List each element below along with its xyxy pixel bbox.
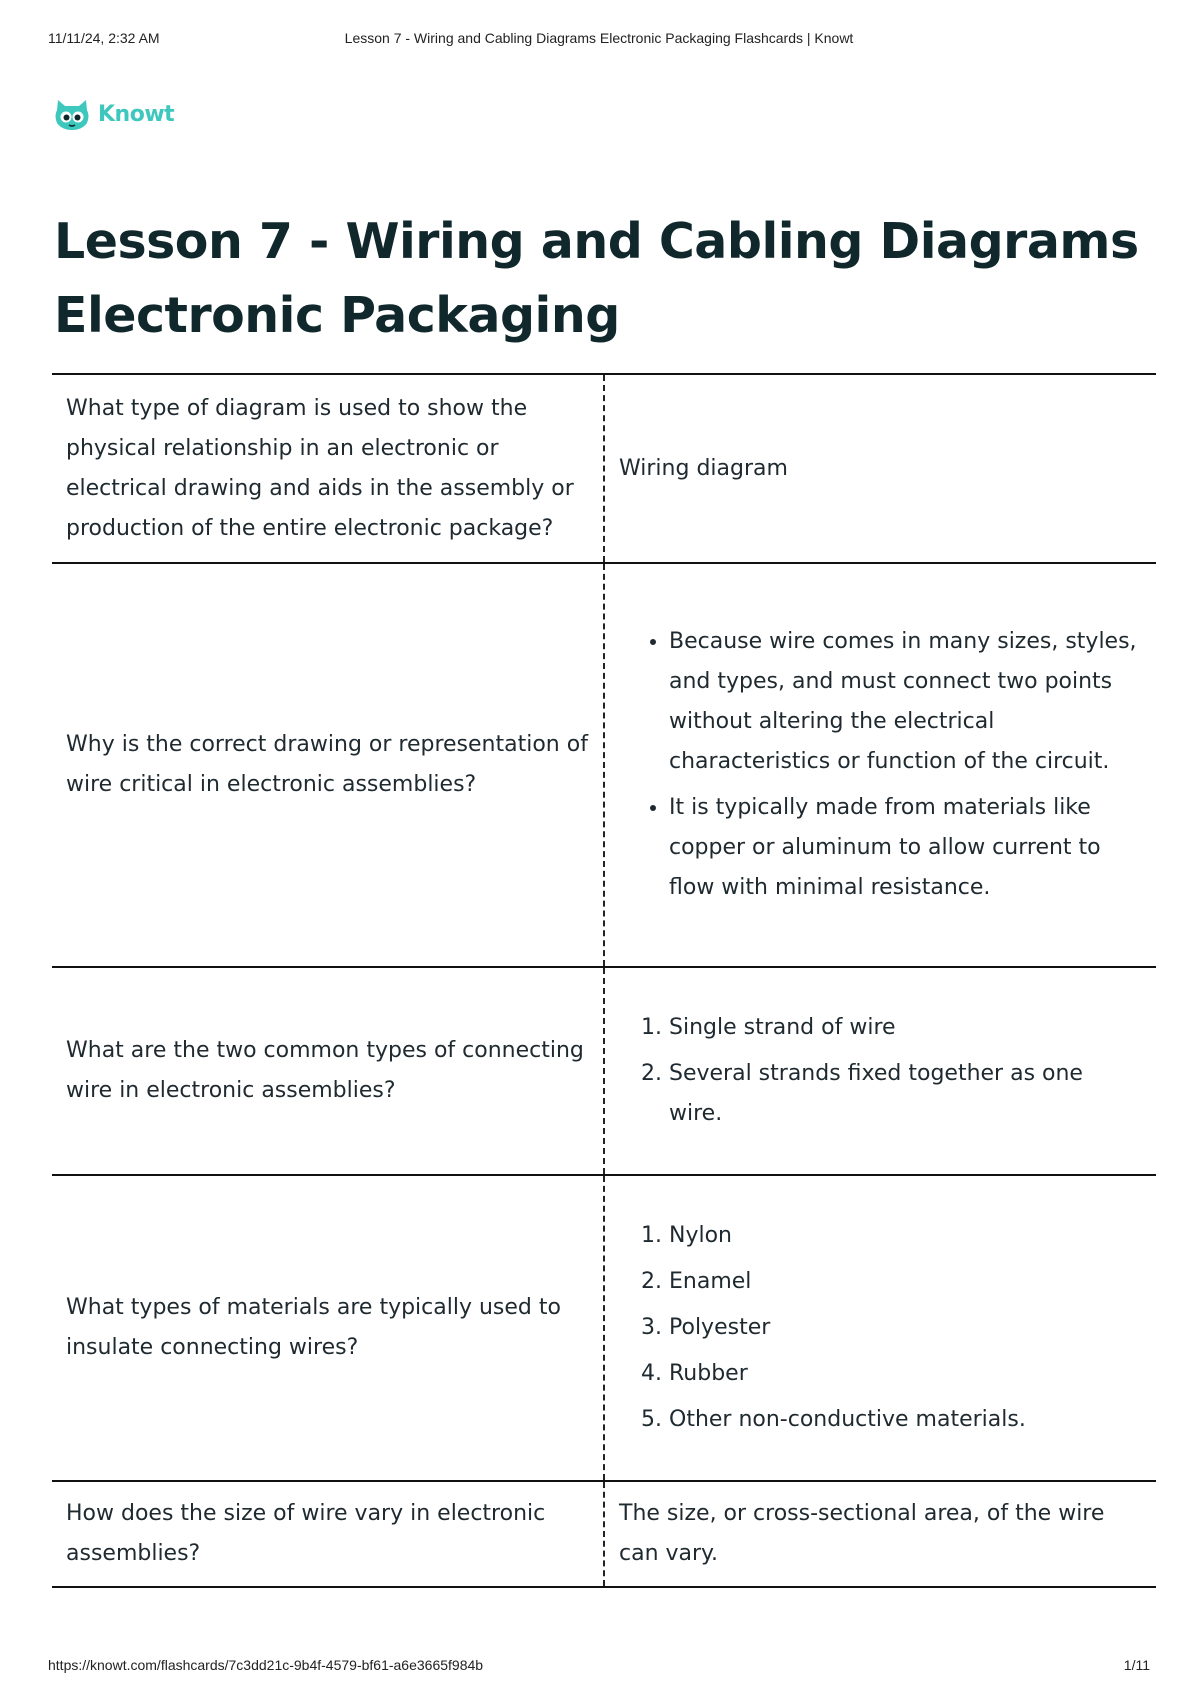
answer-numbered-list [619, 1008, 1142, 1134]
answer-bullet-item: • Because wire comes in many sizes, styles, and types, and must connect two points without altering the electrical characteristics or function of the circuit. [669, 622, 1142, 782]
flashcard-row [52, 967, 1156, 1175]
flashcard-row [52, 374, 1156, 563]
knowt-logo[interactable] [52, 94, 174, 134]
flashcard-question: How does the size of wire vary in electronic assemblies? [52, 1481, 604, 1587]
print-footer [48, 1657, 1150, 1679]
flashcard-answer [604, 967, 1156, 1175]
answer-bullet-list [619, 622, 1142, 908]
flashcard-answer [604, 1175, 1156, 1481]
answer-text: Wiring diagram [619, 455, 788, 481]
flashcard-row [52, 1175, 1156, 1481]
answer-bullet-item: • It is typically made from materials like copper or aluminum to allow current to flow with minimal resistance. [669, 788, 1142, 908]
print-datetime: 11/11/24, 2:32 AM [48, 30, 160, 46]
print-header [48, 30, 1150, 52]
answer-text: The size, or cross-sectional area, of the wire can vary. [619, 1501, 1105, 1566]
flashcard-question: What are the two common types of connecting wire in electronic assemblies? [52, 967, 604, 1175]
answer-list-item: 4. Rubber [669, 1354, 1142, 1394]
answer-list-item: 2. Enamel [669, 1262, 1142, 1302]
answer-list-item: 3. Polyester [669, 1308, 1142, 1348]
answer-list-item: 2. Several strands fixed together as one wire. [669, 1054, 1142, 1134]
flashcard-answer [604, 563, 1156, 967]
flashcard-answer [604, 374, 1156, 563]
page-title-line1: Lesson 7 - Wiring and Cabling Diagrams [54, 213, 1139, 270]
flashcard-row [52, 1481, 1156, 1587]
answer-numbered-list [619, 1216, 1142, 1440]
logo-wordmark: Knowt [98, 101, 175, 127]
print-url[interactable]: https://knowt.com/flashcards/7c3dd21c-9b4f-4579-bf61-a6e3665f984b [48, 1657, 484, 1673]
page-title-line2: Electronic Packaging [54, 287, 620, 344]
answer-list-item: 1. Nylon [669, 1216, 1142, 1256]
page-title [54, 205, 1164, 353]
flashcard-question: What types of materials are typically used to insulate connecting wires? [52, 1175, 604, 1481]
flashcard-row [52, 563, 1156, 967]
page-number: 1/11 [1123, 1657, 1150, 1673]
flashcard-table [52, 373, 1156, 1588]
flashcard-question: Why is the correct drawing or representation of wire critical in electronic assemblies? [52, 563, 604, 967]
print-doc-title: Lesson 7 - Wiring and Cabling Diagrams Electronic Packaging Flashcards | Knowt [344, 30, 854, 46]
flashcard-question: What type of diagram is used to show the physical relationship in an electronic or electrical drawing and aids in the assembly or production of the entire electronic package? [52, 374, 604, 563]
answer-list-item: 5. Other non-conductive materials. [669, 1400, 1142, 1440]
answer-list-item: 1. Single strand of wire [669, 1008, 1142, 1048]
flashcard-answer [604, 1481, 1156, 1587]
knowt-mascot-icon [52, 96, 92, 132]
